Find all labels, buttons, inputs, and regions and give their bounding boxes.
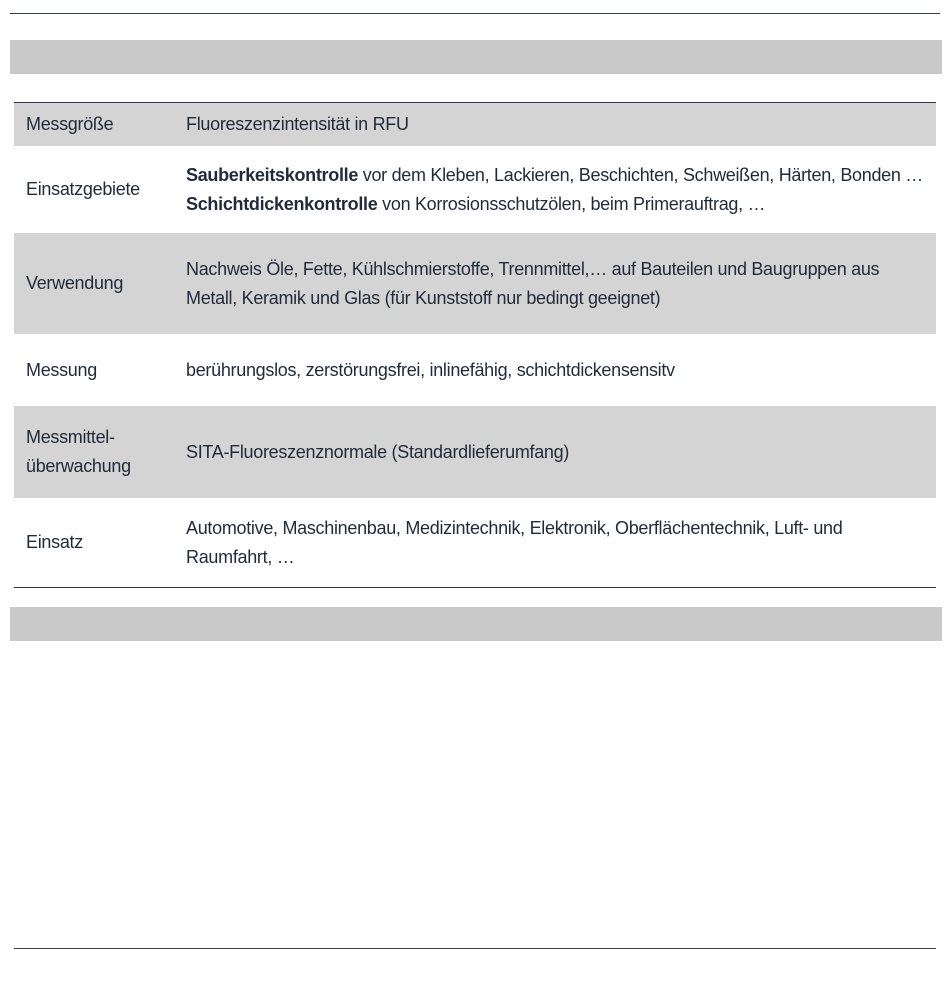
row-messmittelueberwachung	[14, 406, 936, 498]
emphasis-term: Sauberkeitskontrolle	[186, 164, 359, 185]
row-value: berührungslos, zerstörungsfrei, inlinefähig, schichtdickensensitv	[186, 359, 675, 380]
value-line-1	[186, 161, 928, 190]
row-label: Einsatzgebiete	[26, 179, 140, 199]
value-text: von Korrosionsschutzölen, beim Primerauftrag, …	[377, 193, 766, 214]
row-label: Verwendung	[26, 273, 124, 293]
row-label: Einsatz	[26, 532, 83, 552]
row-value	[186, 514, 936, 572]
row-einsatzgebiete	[14, 146, 936, 233]
value-text: vor dem Kleben, Lackieren, Beschichten, Schweißen, Härten, Bonden …	[358, 164, 923, 185]
row-verwendung	[14, 233, 936, 334]
row-value: SITA-Fluoreszenznormale (Standardlieferumfang)	[186, 441, 570, 462]
row-label: Messgröße	[26, 114, 114, 134]
row-value: Fluoreszenzintensität in RFU	[186, 114, 409, 134]
row-messgroesse	[14, 103, 936, 146]
spec-table	[14, 102, 936, 588]
value-line-1: Automotive, Maschinenbau, Medizintechnik, Elektronik, Oberflächentechnik, Luft- und	[186, 517, 843, 538]
value-line-2: Metall, Keramik und Glas (für Kunststoff nur bedingt geeignet)	[186, 287, 661, 308]
emphasis-term: Schichtdickenkontrolle	[186, 193, 378, 214]
value-line-2: Raumfahrt, …	[186, 546, 295, 567]
row-label	[14, 423, 186, 481]
label-line-2: überwachung	[26, 456, 131, 476]
row-label: Messung	[26, 359, 97, 380]
bottom-divider	[14, 948, 936, 949]
value-line-1: Nachweis Öle, Fette, Kühlschmierstoffe, Trennmittel,… auf Bauteilen und Baugruppen aus	[186, 258, 880, 279]
top-divider	[10, 13, 940, 14]
value-line-2	[186, 190, 928, 219]
header-band	[10, 40, 942, 74]
row-messung	[14, 334, 936, 406]
footer-band	[10, 607, 942, 641]
row-value	[186, 161, 936, 219]
label-line-1: Messmittel-	[26, 427, 115, 447]
row-einsatz	[14, 498, 936, 587]
row-value	[186, 255, 936, 313]
